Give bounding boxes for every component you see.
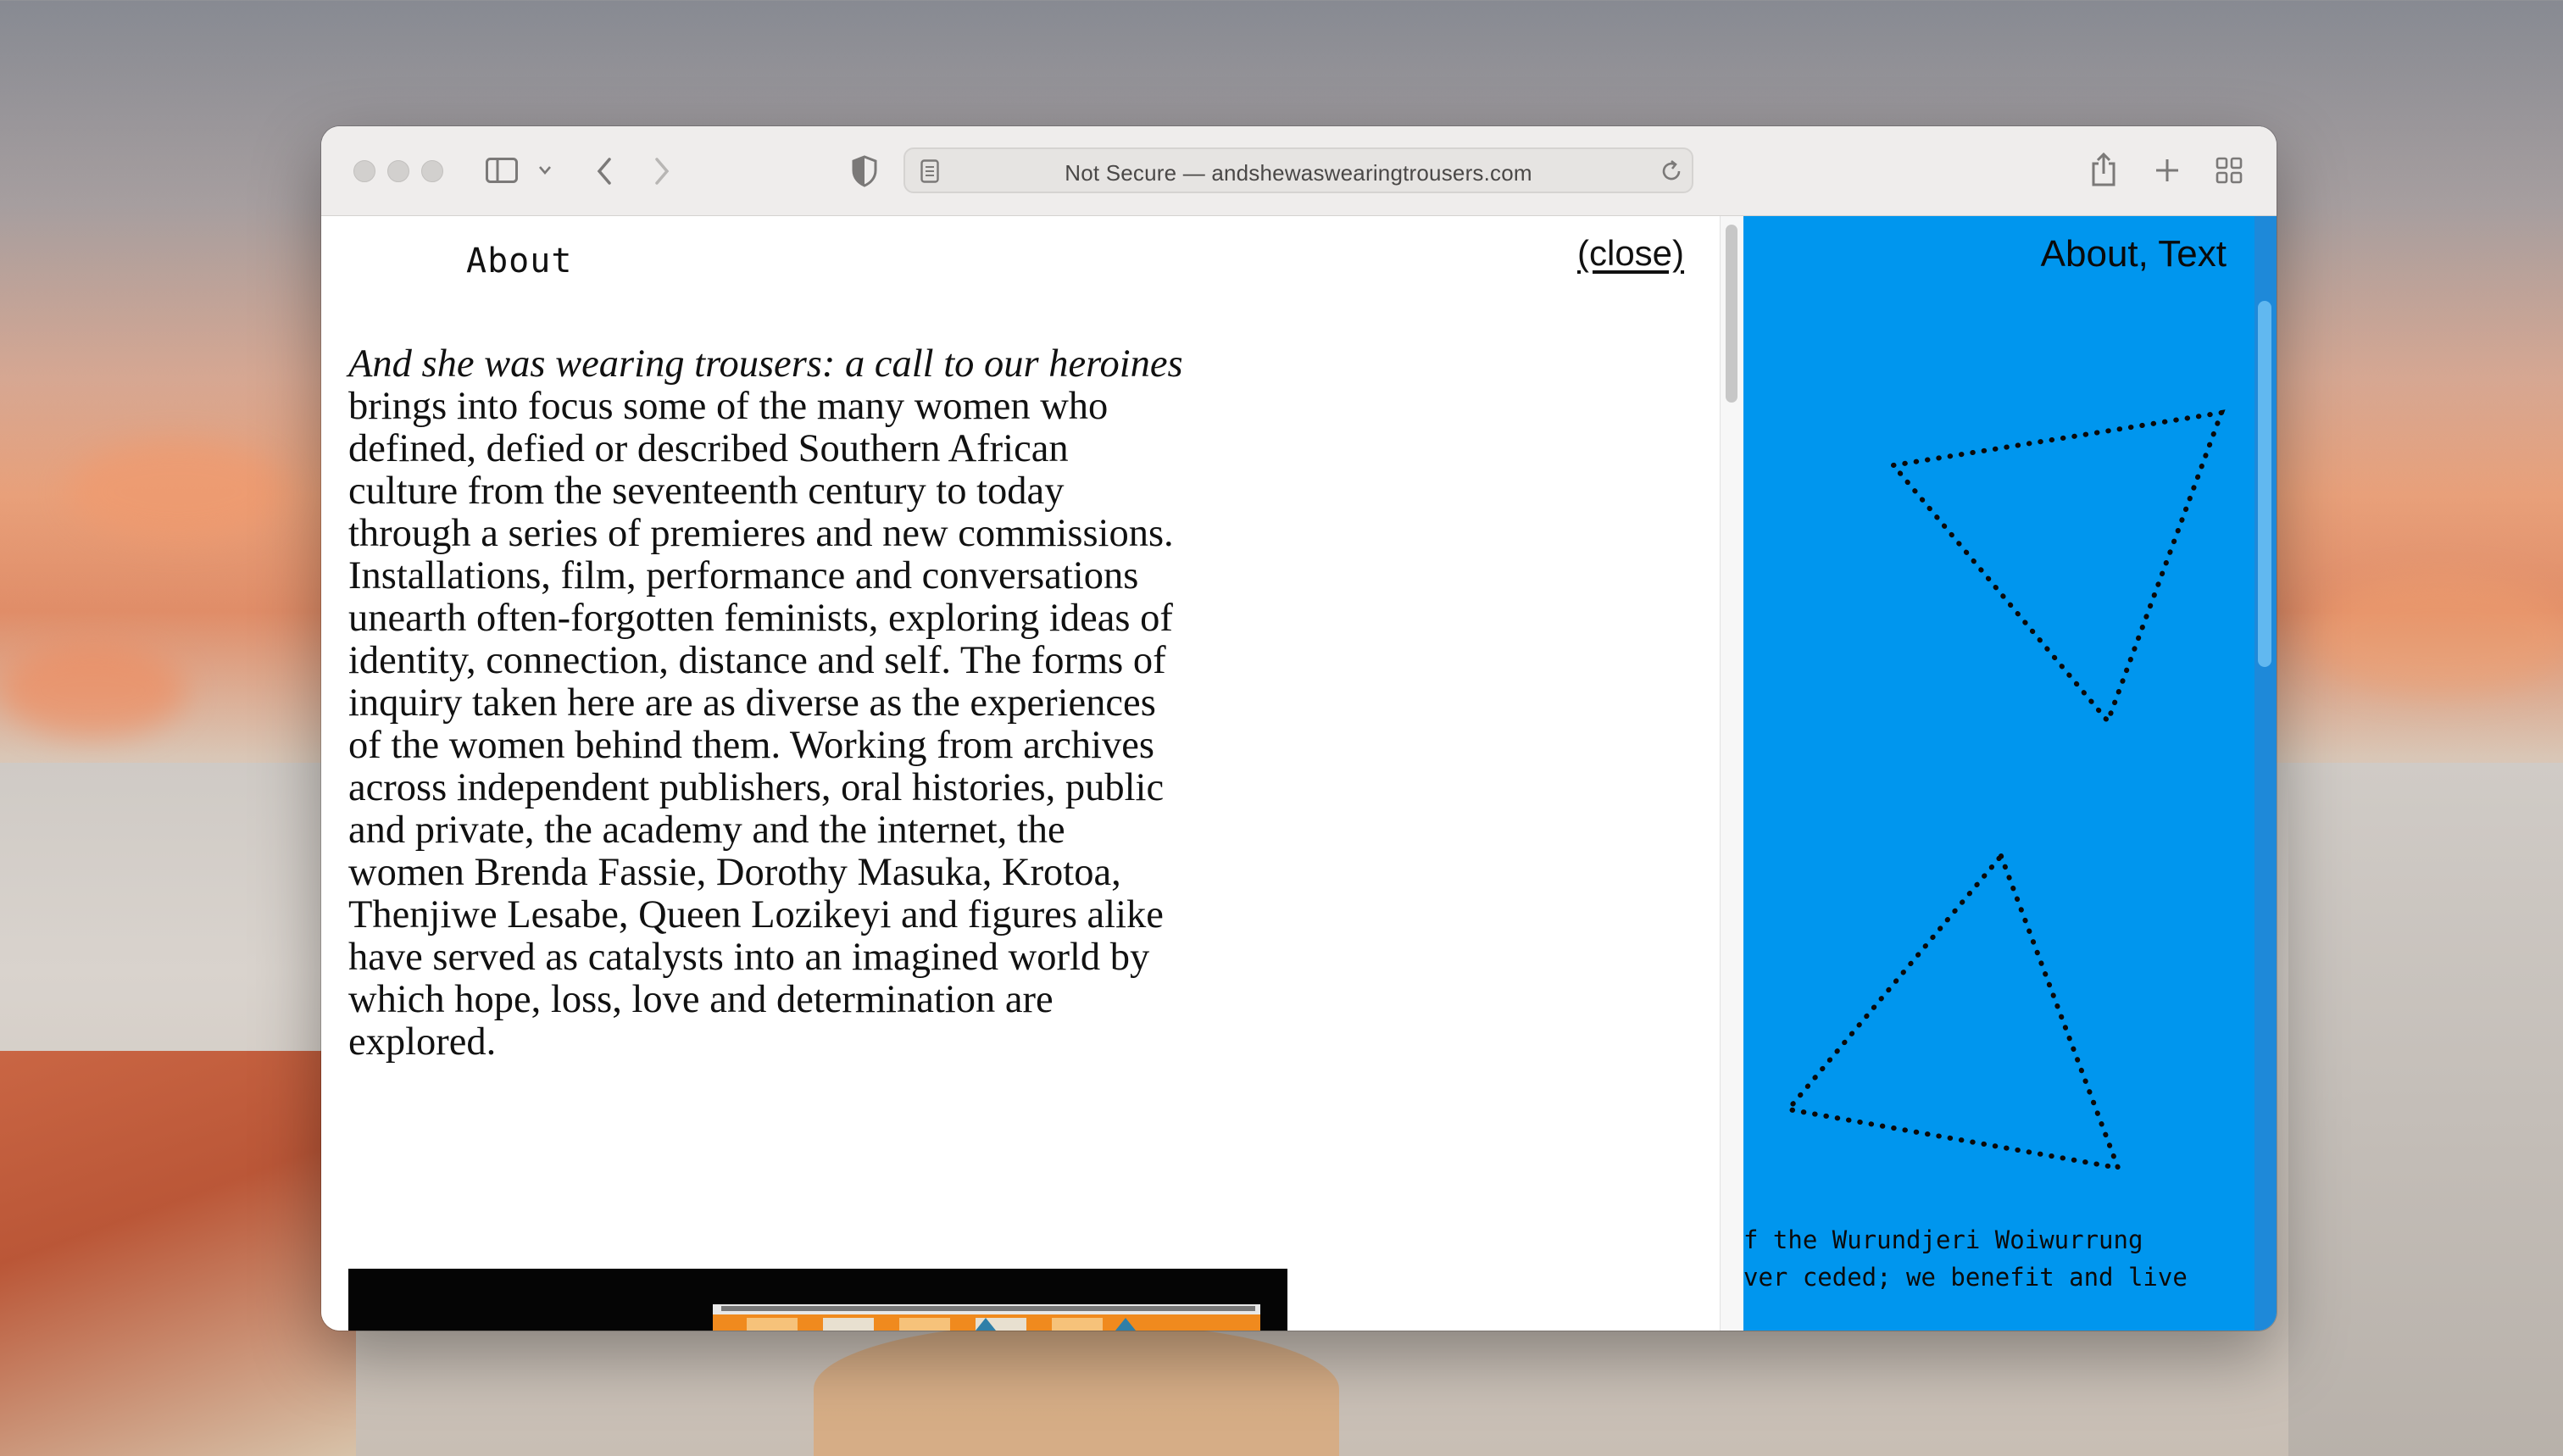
shield-icon[interactable] (852, 155, 877, 187)
dotted-triangle-decoration (1743, 216, 2277, 1331)
about-line: women Brenda Fassie, Dorothy Masuka, Krotoa, (348, 851, 1121, 894)
page-content (321, 216, 2277, 1331)
about-line: through a series of premieres and new commissions. (348, 512, 1174, 555)
close-link[interactable]: (close) (1577, 233, 1685, 273)
about-line: brings into focus some of the many women who (348, 385, 1109, 428)
chevron-down-icon[interactable] (538, 165, 552, 175)
about-panel (321, 216, 1720, 1331)
side-panel (1743, 216, 2277, 1331)
about-line: explored. (348, 1020, 497, 1064)
installation-photo (348, 1269, 1287, 1331)
tab-overview-icon[interactable] (2216, 157, 2243, 184)
about-line: culture from the seventeenth century to today (348, 470, 1065, 513)
about-line: Thenjiwe Lesabe, Queen Lozikeyi and figures alike (348, 893, 1164, 936)
share-icon[interactable] (2090, 152, 2117, 187)
back-icon[interactable] (594, 156, 614, 186)
about-line: inquiry taken here are as diverse as the experiences (348, 681, 1156, 725)
ticker-line: ver ceded; we benefit and live (1743, 1263, 2188, 1292)
lead-title: And she was wearing trousers: a call to our heroines (348, 342, 1183, 386)
about-title: About (466, 242, 573, 281)
address-bar[interactable] (903, 147, 1693, 193)
about-line: have served as catalysts into an imagined world by (348, 936, 1150, 979)
about-line: defined, defied or described Southern African (348, 427, 1069, 470)
browser-toolbar (321, 126, 2277, 216)
about-scrollbar-thumb[interactable] (1726, 225, 1737, 403)
side-panel-title[interactable]: About, Text (2040, 233, 2227, 275)
side-scrollbar-thumb[interactable] (2258, 301, 2271, 667)
browser-window (321, 126, 2277, 1331)
new-tab-icon[interactable] (2154, 157, 2181, 184)
about-line: of the women behind them. Working from archives (348, 724, 1155, 767)
minimize-window-button[interactable] (387, 160, 409, 182)
about-line: which hope, loss, love and determination are (348, 978, 1054, 1021)
about-line (348, 343, 1289, 386)
close-window-button[interactable] (353, 160, 375, 182)
sidebar-icon[interactable] (486, 158, 518, 183)
forward-icon[interactable] (652, 156, 672, 186)
reload-icon[interactable] (1661, 159, 1683, 183)
about-paragraph (348, 343, 1289, 1064)
ticker-line: f the Wurundjeri Woiwurrung (1743, 1225, 2143, 1254)
about-line: unearth often-forgotten feminists, exploring ideas of (348, 597, 1173, 640)
about-line: across independent publishers, oral histories, public (348, 766, 1165, 809)
about-line: identity, connection, distance and self. The forms of (348, 639, 1166, 682)
about-line: and private, the academy and the internet, the (348, 809, 1065, 852)
zoom-window-button[interactable] (421, 160, 443, 182)
about-line: Installations, film, performance and conversations (348, 554, 1139, 597)
address-text: Not Secure — andshewaswearingtrousers.com (1065, 160, 1532, 186)
